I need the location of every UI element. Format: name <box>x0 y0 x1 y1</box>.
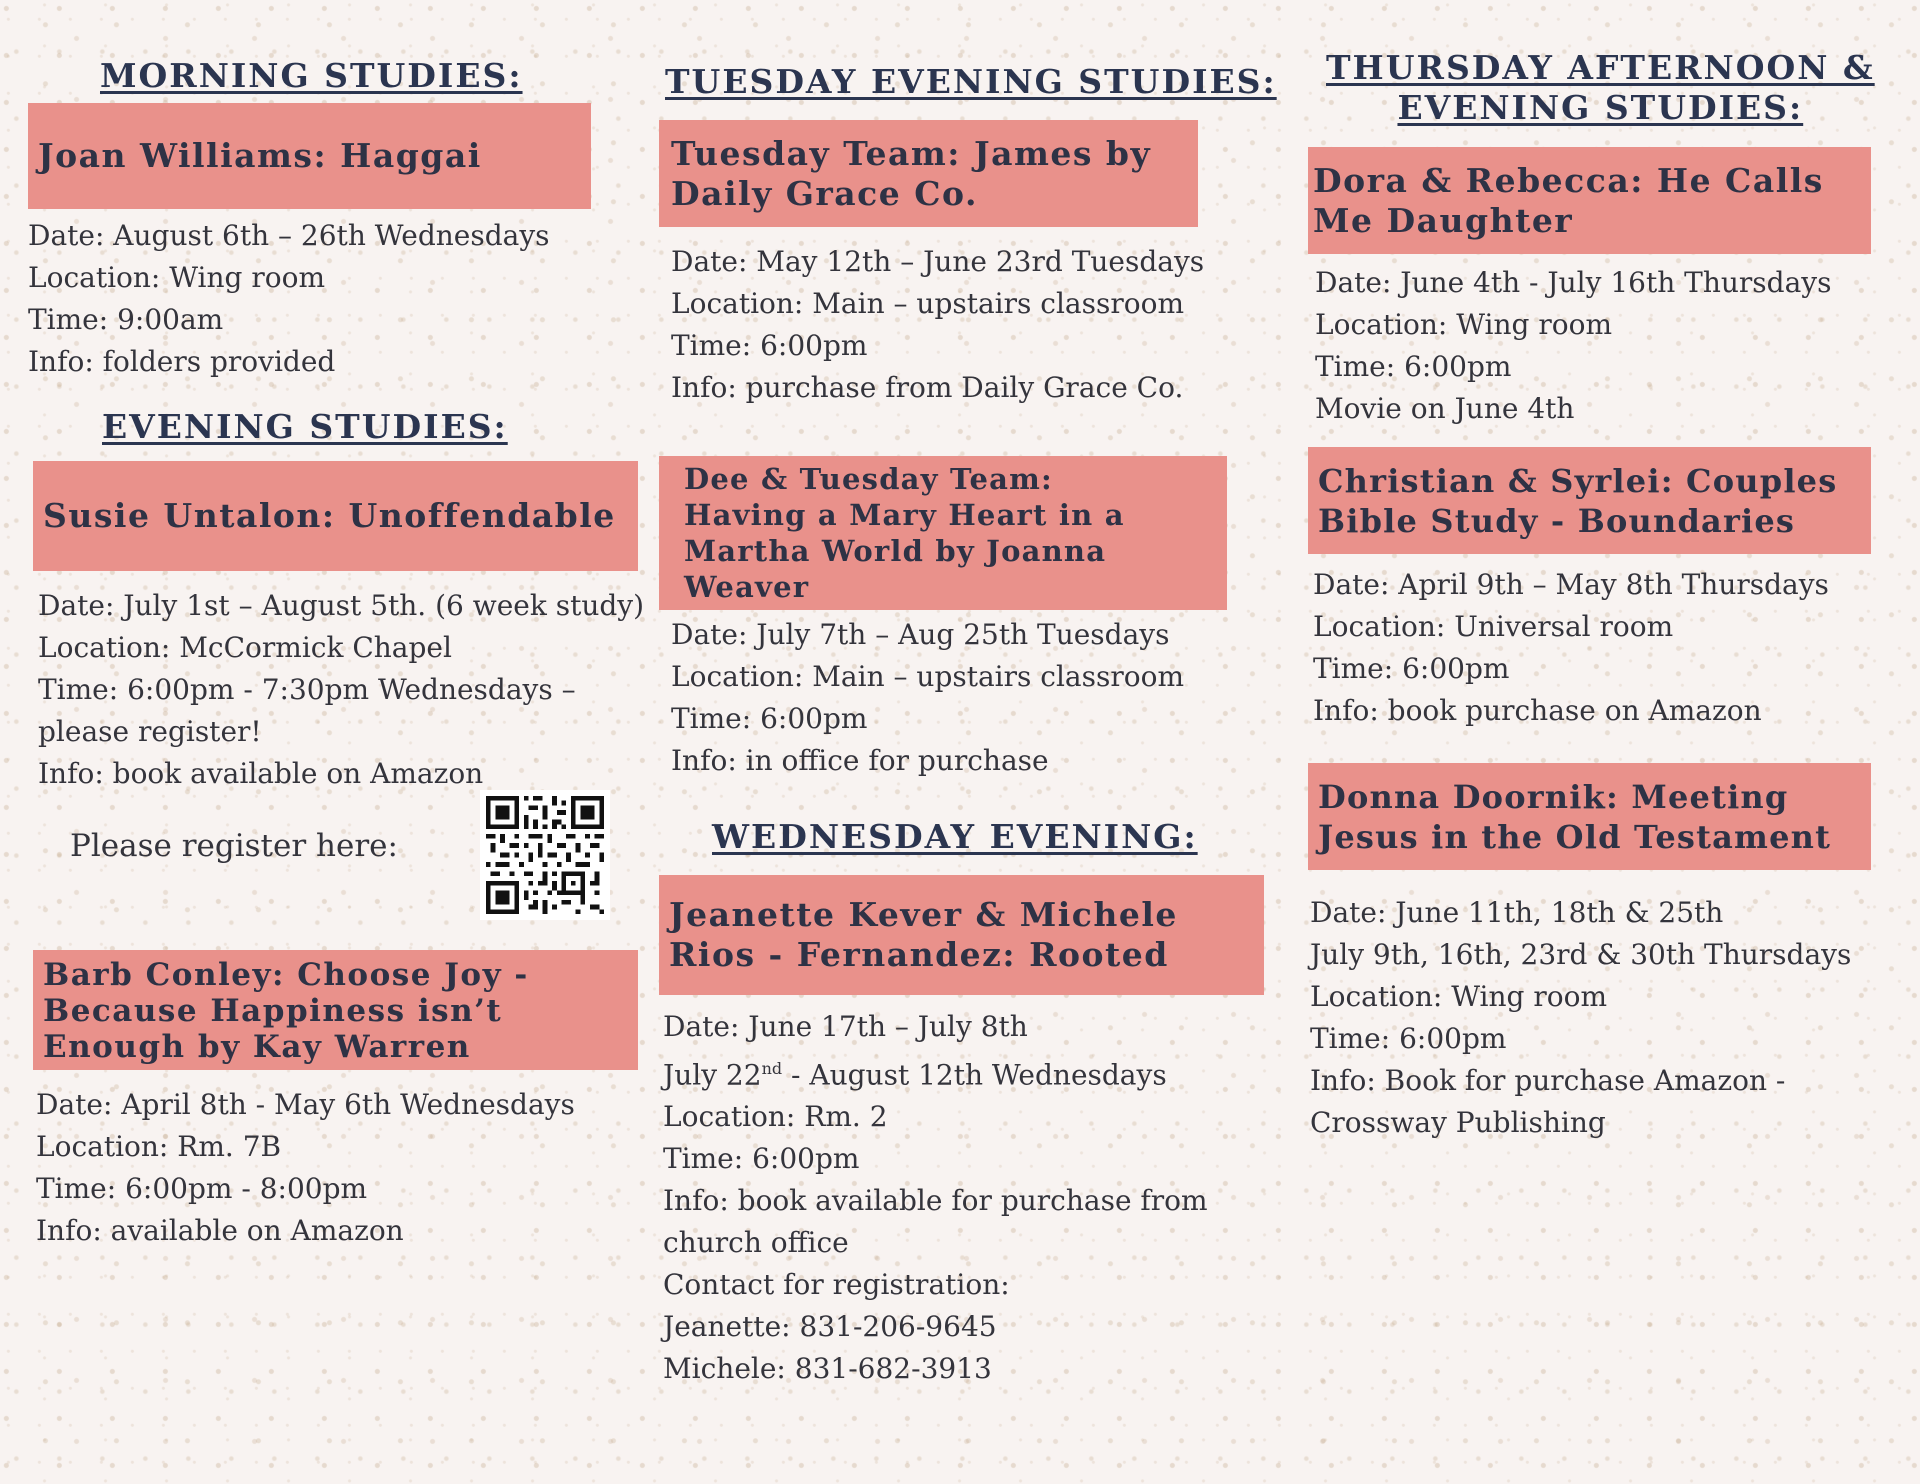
contact-jeanette: Jeanette: 831-206-9645 <box>663 1310 997 1344</box>
study-info: Info: book purchase on Amazon <box>1313 694 1762 727</box>
study-location: Location: Main – upstairs classroom <box>671 287 1185 320</box>
study-location: Location: Rm. 2 <box>663 1100 888 1134</box>
study-time: Time: 6:00pm <box>671 329 868 362</box>
heading-line: THURSDAY AFTERNOON & <box>1326 48 1875 87</box>
study-time: Time: 9:00am <box>28 303 224 336</box>
study-details-dee-tuesday-team <box>671 614 1184 782</box>
title-line: Tuesday Team: James by <box>671 133 1152 173</box>
study-info: Info: in office for purchase <box>671 744 1049 777</box>
study-info: Info: purchase from Daily Grace Co. <box>671 371 1184 404</box>
title-line: Enough by Kay Warren <box>43 1029 471 1065</box>
contact-label: Contact for registration: <box>663 1268 1010 1302</box>
study-title-dee-tuesday-team <box>659 456 1227 610</box>
title-line: Having a Mary Heart in a <box>684 498 1125 532</box>
study-title-tuesday-team-james <box>659 120 1198 227</box>
study-title-donna-doornik <box>1308 763 1871 870</box>
study-date-second-range: July 9th, 16th, 23rd & 30th Thursdays <box>1310 938 1852 971</box>
study-location: Location: Wing room <box>28 261 326 294</box>
study-info-cont: Crossway Publishing <box>1310 1106 1606 1139</box>
study-time: Time: 6:00pm <box>663 1142 860 1176</box>
study-details-dora-rebecca <box>1315 262 1831 430</box>
study-details-donna-doornik <box>1310 892 1851 1144</box>
study-time: Time: 6:00pm - 8:00pm <box>36 1172 368 1205</box>
study-title-text <box>1318 461 1837 541</box>
study-title-susie-untalon <box>33 461 638 571</box>
title-line: Me Daughter <box>1313 200 1574 240</box>
morning-studies-heading: MORNING STUDIES: <box>100 56 523 95</box>
registration-qr-code[interactable] <box>480 790 610 920</box>
study-title-text <box>671 134 1151 214</box>
qr-code-icon <box>486 796 604 914</box>
thursday-studies-heading <box>1326 48 1875 128</box>
study-time: Time: 6:00pm <box>671 702 868 735</box>
study-details-susie-untalon <box>38 585 644 795</box>
study-date-second-range <box>663 1048 1208 1096</box>
register-label: Please register here: <box>70 828 398 864</box>
study-title-text <box>43 957 529 1065</box>
date-text: - August 12th Wednesdays <box>782 1058 1167 1092</box>
study-location: Location: Wing room <box>1310 980 1608 1013</box>
study-date: Date: July 1st – August 5th. (6 week study) <box>38 589 645 622</box>
study-info: Movie on June 4th <box>1315 392 1575 425</box>
study-info: Info: book available on Amazon <box>38 757 484 790</box>
study-time: Time: 6:00pm - 7:30pm Wednesdays – <box>38 673 576 706</box>
study-info: Info: book available for purchase from <box>663 1184 1208 1218</box>
study-time: Time: 6:00pm <box>1315 350 1512 383</box>
title-line: Bible Study - Boundaries <box>1318 501 1796 540</box>
study-details-tuesday-team-james <box>671 241 1204 409</box>
study-info-cont: church office <box>663 1226 849 1260</box>
evening-studies-heading: EVENING STUDIES: <box>102 407 508 446</box>
study-date: Date: June 4th - July 16th Thursdays <box>1315 266 1832 299</box>
study-date: Date: May 12th – June 23rd Tuesdays <box>671 245 1205 278</box>
study-location: Location: Universal room <box>1313 610 1674 643</box>
study-location: Location: McCormick Chapel <box>38 631 452 664</box>
study-location: Location: Main – upstairs classroom <box>671 660 1185 693</box>
study-title-text: Joan Williams: Haggai <box>38 136 482 175</box>
study-info: Info: folders provided <box>28 345 336 378</box>
tuesday-evening-studies-heading: TUESDAY EVENING STUDIES: <box>665 62 1277 101</box>
title-line: Martha World by Joanna <box>684 534 1107 568</box>
title-line: Dee & Tuesday Team: <box>684 462 1053 496</box>
study-title-joan-williams <box>28 103 591 209</box>
study-date: Date: August 6th – 26th Wednesdays <box>28 219 550 252</box>
study-details-christian-syrlei <box>1313 564 1829 732</box>
title-line: Weaver <box>684 570 810 604</box>
study-time: Time: 6:00pm <box>1310 1022 1507 1055</box>
study-title-text <box>669 895 1178 975</box>
study-date: Date: June 11th, 18th & 25th <box>1310 896 1724 929</box>
study-title-text <box>1318 777 1831 857</box>
study-date: Date: July 7th – Aug 25th Tuesdays <box>671 618 1170 651</box>
title-line: Rios - Fernandez: Rooted <box>669 935 1169 974</box>
wednesday-evening-heading: WEDNESDAY EVENING: <box>712 817 1198 856</box>
study-title-text <box>684 461 1125 605</box>
study-title-text <box>1313 161 1824 241</box>
study-title-barb-conley <box>33 950 638 1070</box>
title-line: Barb Conley: Choose Joy - <box>43 957 529 993</box>
study-date: Date: April 8th - May 6th Wednesdays <box>36 1088 575 1121</box>
study-date: Date: June 17th – July 8th <box>663 1010 1028 1043</box>
title-line: Donna Doornik: Meeting <box>1318 777 1789 816</box>
study-details-jeanette-kever <box>663 1006 1208 1390</box>
heading-line: EVENING STUDIES: <box>1397 88 1804 127</box>
study-time-note: please register! <box>38 715 262 748</box>
study-details-joan-williams <box>28 215 550 383</box>
study-title-christian-syrlei <box>1308 447 1871 554</box>
date-text: July 22 <box>663 1058 762 1092</box>
study-details-barb-conley <box>36 1084 575 1252</box>
study-time: Time: 6:00pm <box>1313 652 1510 685</box>
contact-michele: Michele: 831-682-3913 <box>663 1352 992 1386</box>
study-info: Info: Book for purchase Amazon - <box>1310 1064 1786 1097</box>
study-info: Info: available on Amazon <box>36 1214 404 1247</box>
study-location: Location: Wing room <box>1315 308 1613 341</box>
study-title-jeanette-kever <box>659 875 1264 995</box>
title-line: Jeanette Kever & Michele <box>669 895 1178 934</box>
study-title-text: Susie Untalon: Unoffendable <box>43 496 616 535</box>
title-line: Jesus in the Old Testament <box>1318 817 1832 856</box>
title-line: Daily Grace Co. <box>671 173 978 213</box>
title-line: Christian & Syrlei: Couples <box>1318 461 1838 500</box>
ordinal-suffix: nd <box>761 1059 783 1078</box>
title-line: Because Happiness isn’t <box>43 993 503 1029</box>
title-line: Dora & Rebecca: He Calls <box>1313 160 1824 200</box>
study-title-dora-rebecca <box>1308 147 1871 254</box>
study-date: Date: April 9th – May 8th Thursdays <box>1313 568 1829 601</box>
study-location: Location: Rm. 7B <box>36 1130 282 1163</box>
